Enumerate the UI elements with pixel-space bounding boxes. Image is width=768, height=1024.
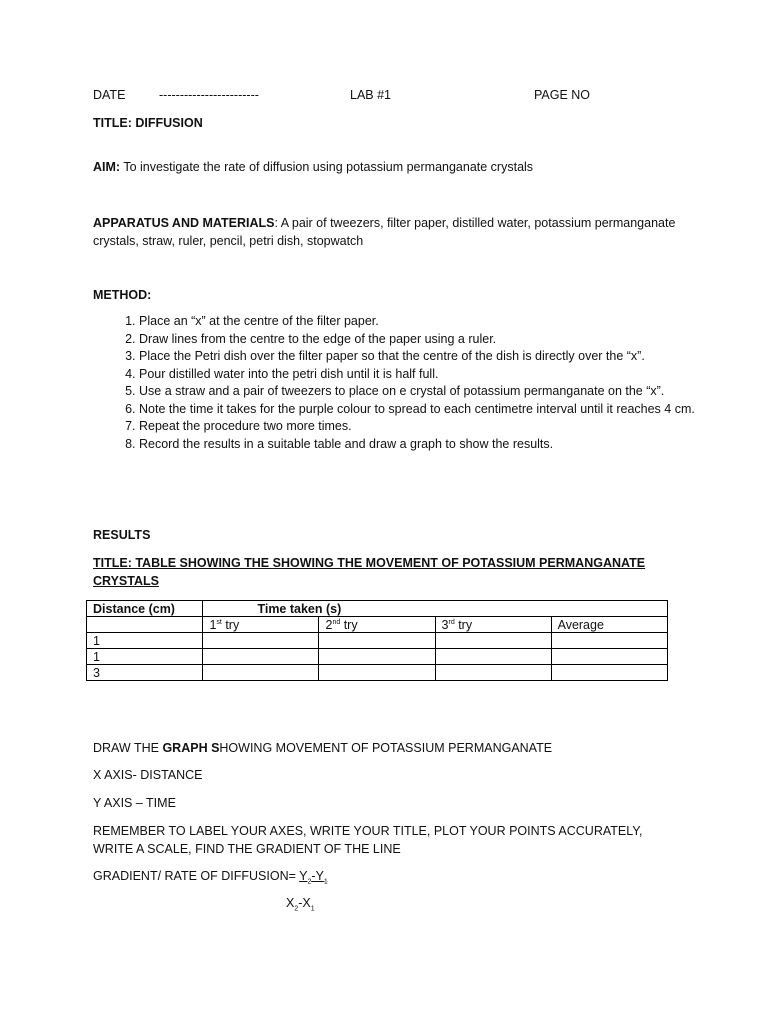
header-average: Average: [551, 617, 667, 633]
gradient-denominator: $X_2-X_1$: [286, 896, 315, 913]
data-cell: [435, 665, 551, 681]
data-cell: [551, 665, 667, 681]
gradient-label: GRADIENT/ RATE OF DIFFUSION=: [93, 869, 296, 883]
y-axis-note: Y AXIS – TIME: [93, 796, 176, 810]
gradient-numerator: $Y_2-Y_1$: [299, 869, 328, 886]
aim-text: To investigate the rate of diffusion using potassium permanganate crystals: [123, 160, 534, 174]
method-step: 8. Record the results in a suitable table and draw a graph to show the results.: [139, 436, 729, 454]
data-cell: [551, 649, 667, 665]
aim-label: AIM:: [93, 160, 121, 174]
title-value: DIFFUSION: [135, 116, 203, 130]
data-cell: [319, 665, 435, 681]
table-row: [87, 665, 668, 681]
data-cell: [435, 649, 551, 665]
method-step: 1. Place an “x” at the centre of the filter paper.: [139, 313, 729, 331]
data-cell: [203, 665, 319, 681]
data-cell: [203, 649, 319, 665]
lab-number: LAB #1: [350, 88, 392, 102]
table-row: [87, 633, 668, 649]
aim-line: [93, 160, 533, 174]
header-try-2: 2nd try: [319, 617, 435, 633]
results-heading: RESULTS: [93, 528, 151, 542]
graph-reminder: REMEMBER TO LABEL YOUR AXES, WRITE YOUR TITLE, PLOT YOUR POINTS ACCURATELY, WRITE A SCALE, FIND THE GRADIENT OF THE LINE: [93, 824, 643, 856]
graph-instruction: DRAW THE GRAPH SHOWING MOVEMENT OF POTASSIUM PERMANGANATE: [93, 741, 553, 755]
page-number-label: PAGE NO: [534, 88, 591, 102]
results-table: [86, 600, 668, 681]
data-cell: [435, 633, 551, 649]
header-try-3: 3rd try: [435, 617, 551, 633]
table-title-line-1: TITLE: TABLE SHOWING THE SHOWING THE MOVEMENT OF POTASSIUM PERMANGANATE: [93, 556, 646, 570]
apparatus-label: APPARATUS AND MATERIALS: [93, 216, 275, 230]
header-distance: Distance (cm): [87, 601, 203, 617]
x-axis-note: X AXIS- DISTANCE: [93, 768, 203, 782]
table-row: [87, 649, 668, 665]
table-header-row: [87, 601, 668, 617]
method-step: 4. Pour distilled water into the petri dish until it is half full.: [139, 366, 729, 384]
header-time-taken: Time taken (s): [203, 601, 668, 617]
subheader-empty-cell: [87, 617, 203, 633]
method-step: 7. Repeat the procedure two more times.: [139, 418, 729, 436]
method-step: 6. Note the time it takes for the purple colour to spread to each centimetre interval until it reaches 4 cm.: [139, 401, 729, 419]
distance-cell: 1: [87, 633, 203, 649]
method-steps-list: [93, 313, 729, 453]
method-step: 2. Draw lines from the centre to the edge of the paper using a ruler.: [139, 331, 729, 349]
data-cell: [319, 633, 435, 649]
table-title-line-2: CRYSTALS: [93, 574, 159, 588]
method-step: 5. Use a straw and a pair of tweezers to place on e crystal of potassium permanganate on the “x”.: [139, 383, 729, 401]
header-try-1: 1st try: [203, 617, 319, 633]
apparatus-text: : A pair of tweezers, filter paper, distilled water, potassium permanganate crystals, straw, ruler, pencil, petri dish, stopwatch: [93, 216, 676, 248]
distance-cell: 1: [87, 649, 203, 665]
method-heading: METHOD:: [93, 288, 152, 302]
table-subheader-row: [87, 617, 668, 633]
gradient-formula: [93, 869, 328, 886]
page-title: [93, 116, 203, 130]
data-cell: [551, 633, 667, 649]
method-step: 3. Place the Petri dish over the filter paper so that the centre of the dish is directly over the “x”.: [139, 348, 729, 366]
title-label: TITLE:: [93, 116, 132, 130]
data-cell: [203, 633, 319, 649]
distance-cell: 3: [87, 665, 203, 681]
date-blank-line: ------------------------: [159, 88, 259, 102]
apparatus-paragraph: [93, 215, 683, 250]
data-cell: [319, 649, 435, 665]
date-label: DATE: [93, 88, 126, 102]
